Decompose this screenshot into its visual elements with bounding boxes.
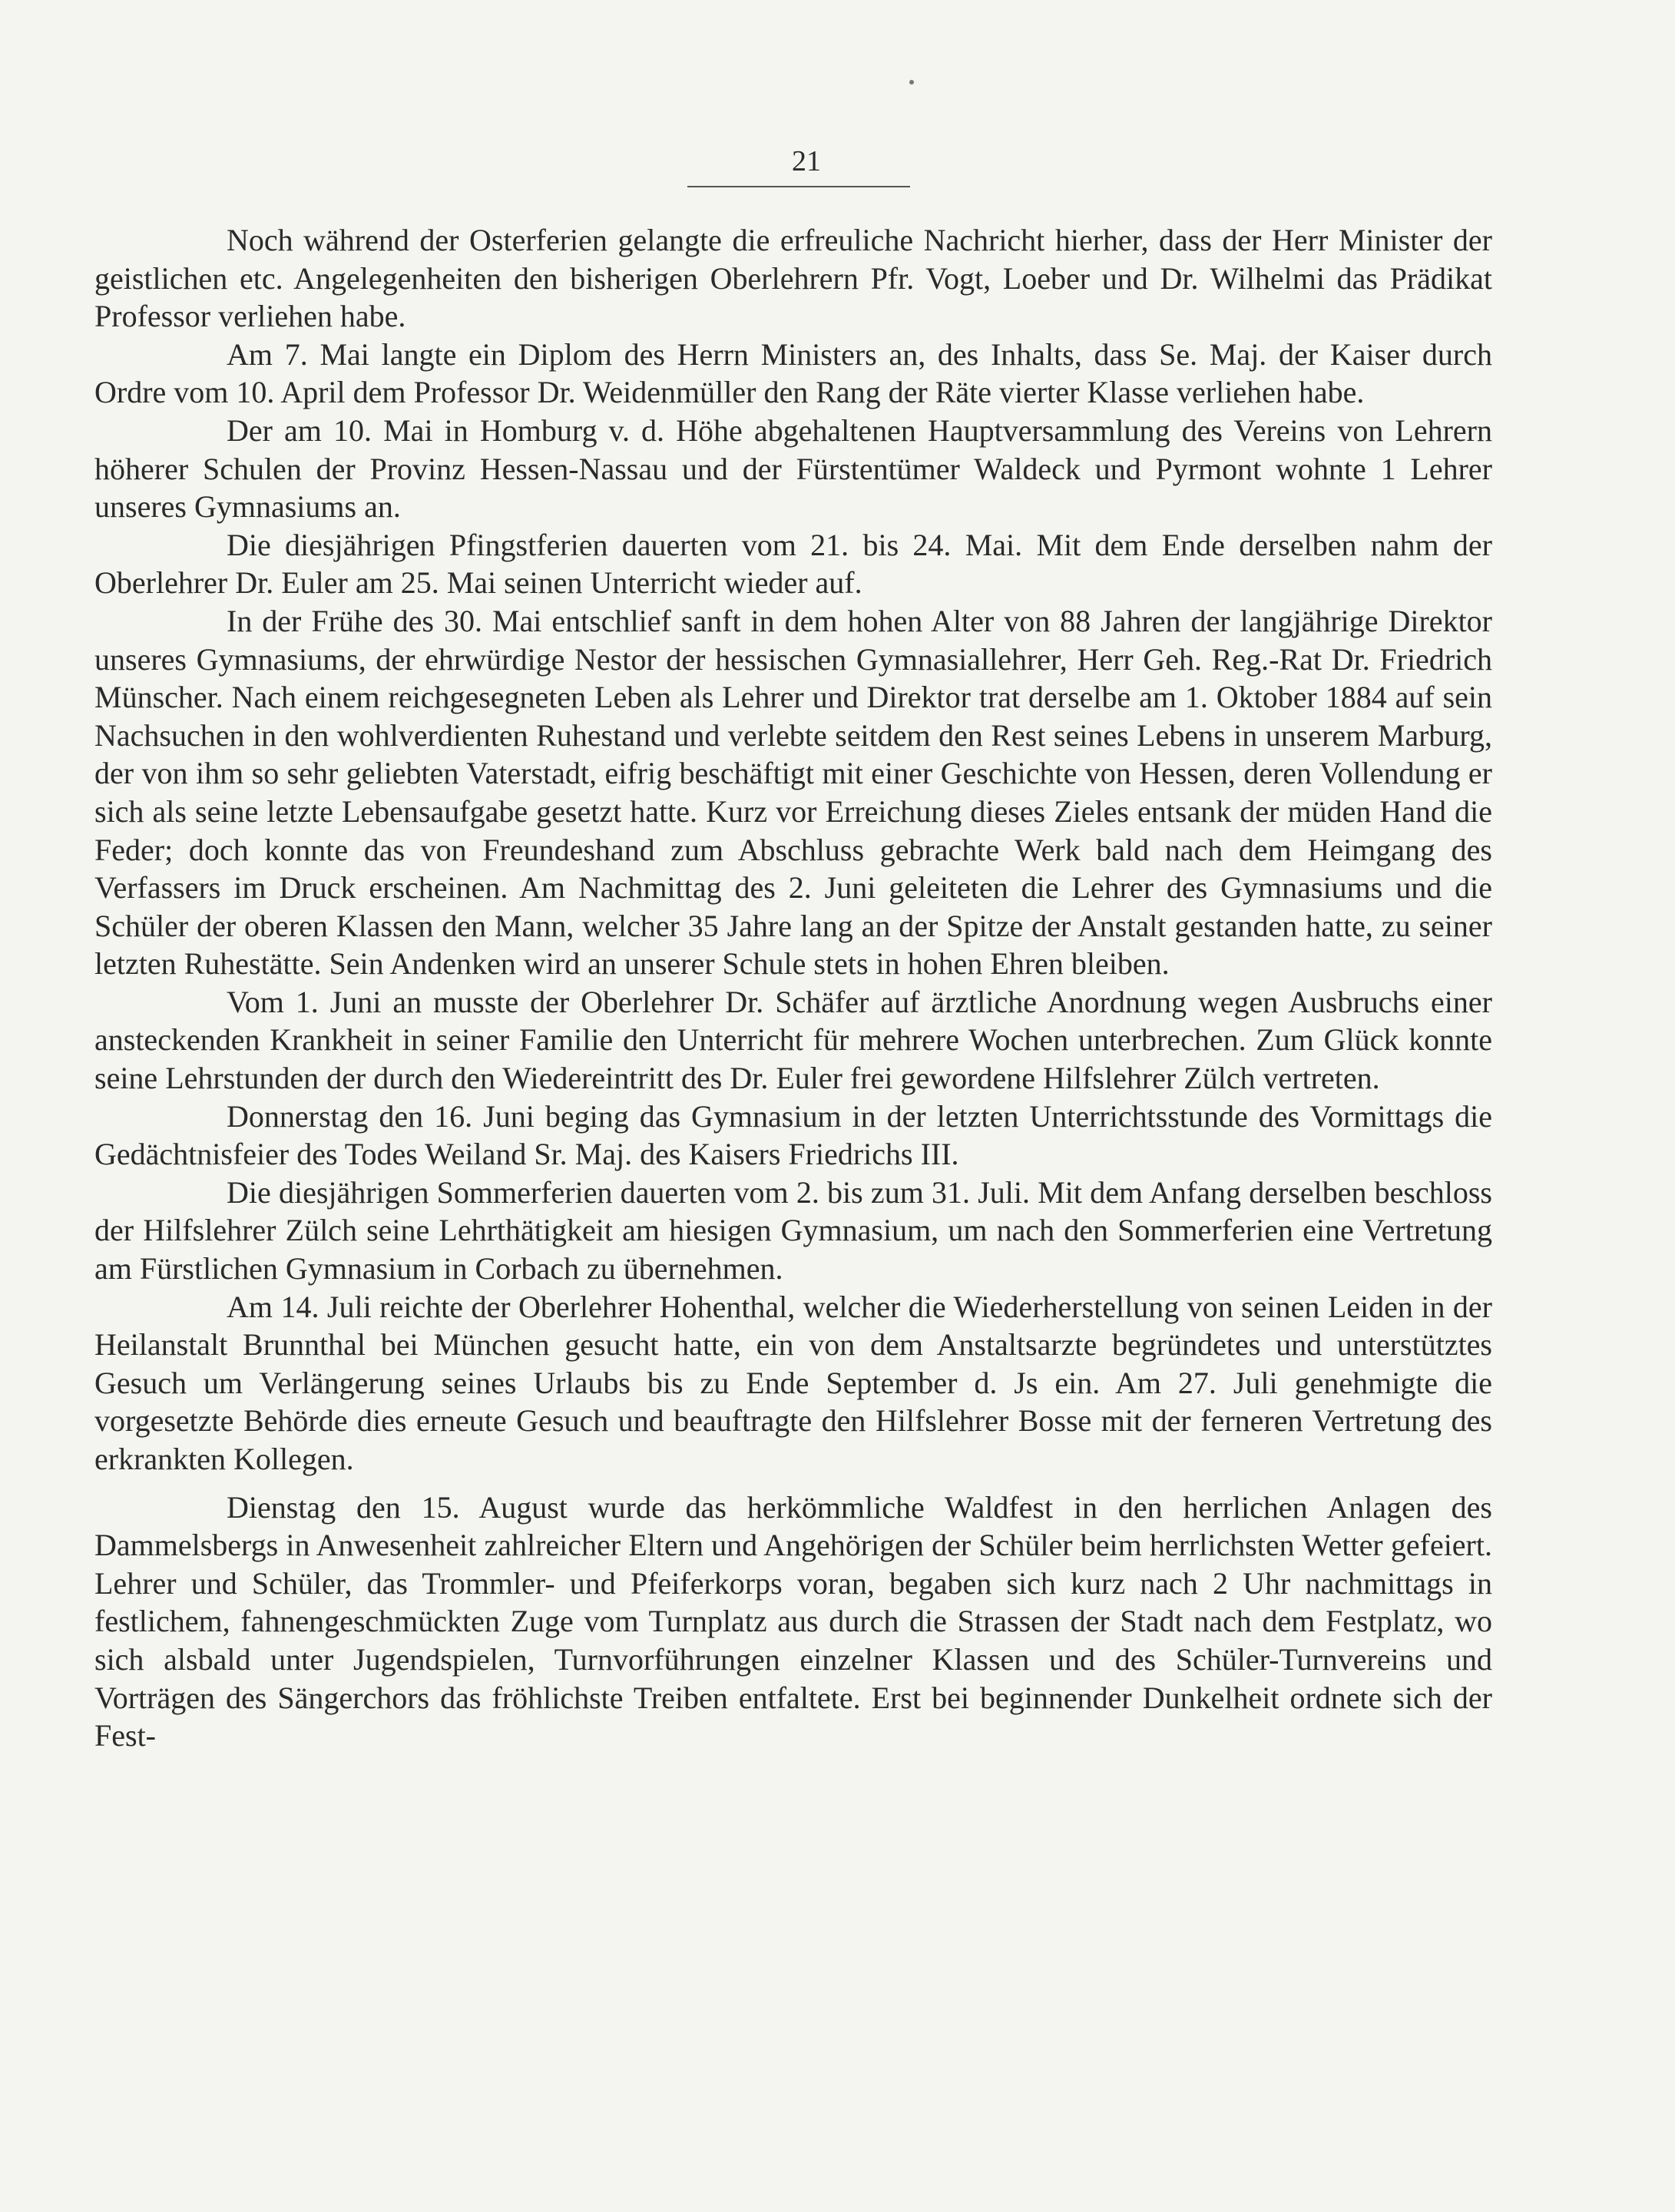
paragraph-4: Die diesjährigen Pfingstferien dauerten vom 21. bis 24. Mai. Mit dem Ende derselben nahm der Oberlehrer Dr. Euler am 25. Mai seinen Unterricht wieder auf. (94, 527, 1492, 601)
paragraph-9: Am 14. Juli reichte der Oberlehrer Hohenthal, welcher die Wiederherstellung von seinen Leiden in der Heilanstalt Brunnthal bei München gesucht hatte, ein von dem Anstaltsarzte begründetes und unterstütztes Gesuch um Verlängerung seines Urlaubs bis zu Ende September d. Js ein. Am 27. Juli genehmigte die vorgesetzte Behörde dies erneute Gesuch und beauftragte den Hilfslehrer Bosse mit der ferneren Vertretung des erkrankten Kollegen. (94, 1289, 1492, 1476)
paragraph-2: Am 7. Mai langte ein Diplom des Herrn Ministers an, des Inhalts, dass Se. Maj. der Kaiser durch Ordre vom 10. April dem Professor Dr. Weidenmüller den Rang der Räte vierter Klasse verliehen habe. (94, 336, 1492, 410)
paragraph-10: Dienstag den 15. August wurde das herkömmliche Waldfest in den herrlichen Anlagen des Dammelsbergs in Anwesenheit zahlreicher Eltern und Angehörigen der Schüler beim herrlichsten Wetter gefeiert. Lehrer und Schüler, das Trommler- und Pfeiferkorps voran, begaben sich kurz nach 2 Uhr nachmittags in festlichem, fahnengeschmückten Zuge vom Turnplatz aus durch die Strassen der Stadt nach dem Festplatz, wo sich alsbald unter Jugendspielen, Turnvorführungen einzelner Klassen und des Schüler-Turnvereins und Vorträgen des Sängerchors das fröhlichste Treiben entfaltete. Erst bei beginnender Dunkelheit ordnete sich der Fest- (94, 1489, 1492, 1753)
page-number: 21 (792, 145, 821, 177)
page-number-rule (687, 186, 910, 187)
paragraph-1: Noch während der Osterferien gelangte die erfreuliche Nachricht hierher, dass der Herr Minister der geistlichen etc. Angelegenheiten den bisherigen Oberlehrern Pfr. Vogt, Loeber und Dr. Wilhelmi das Prädikat Professor verliehen habe. (94, 223, 1492, 334)
speck-mark (909, 80, 914, 84)
paragraph-5: In der Frühe des 30. Mai entschlief sanft in dem hohen Alter von 88 Jahren der langjährige Direktor unseres Gymnasiums, der ehrwürdige Nestor der hessischen Gymnasiallehrer, Herr Geh. Reg.-Rat Dr. Friedrich Münscher. Nach einem reichgesegneten Leben als Lehrer und Direktor trat derselbe am 1. Oktober 1884 auf sein Nachsuchen in den wohlverdienten Ruhestand und verlebte seitdem den Rest seines Lebens in unserem Marburg, der von ihm so sehr geliebten Vaterstadt, eifrig beschäftigt mit einer Geschichte von Hessen, deren Vollendung er sich als seine letzte Lebensaufgabe gesetzt hatte. Kurz vor Erreichung dieses Zieles entsank der müden Hand die Feder; doch konnte das von Freundeshand zum Abschluss gebrachte Werk bald nach dem Heimgang des Verfassers im Druck erscheinen. Am Nachmittag des 2. Juni geleiteten die Lehrer des Gymnasiums und die Schüler der oberen Klassen den Mann, welcher 35 Jahre lang an der Spitze der Anstalt gestanden hatte, zu seiner letzten Ruhestätte. Sein Andenken wird an unserer Schule stets in hohen Ehren bleiben. (94, 603, 1492, 982)
body-text (94, 221, 1492, 1755)
paragraph-7: Donnerstag den 16. Juni beging das Gymnasium in der letzten Unterrichtsstunde des Vormittags die Gedächtnisfeier des Todes Weiland Sr. Maj. des Kaisers Friedrichs III. (94, 1098, 1492, 1172)
paragraph-8: Die diesjährigen Sommerferien dauerten vom 2. bis zum 31. Juli. Mit dem Anfang derselben beschloss der Hilfslehrer Zülch seine Lehrthätigkeit am hiesigen Gymnasium, um nach den Sommerferien eine Vertretung am Fürstlichen Gymnasium in Corbach zu übernehmen. (94, 1174, 1492, 1286)
paragraph-6: Vom 1. Juni an musste der Oberlehrer Dr. Schäfer auf ärztliche Anordnung wegen Ausbruchs einer ansteckenden Krankheit in seiner Familie den Unterricht für mehrere Wochen unterbrechen. Zum Glück konnte seine Lehrstunden der durch den Wiedereintritt des Dr. Euler frei gewordene Hilfslehrer Zülch vertreten. (94, 984, 1492, 1096)
paragraph-3: Der am 10. Mai in Homburg v. d. Höhe abgehaltenen Hauptversammlung des Vereins von Lehrern höherer Schulen der Provinz Hessen-Nassau und der Fürstentümer Waldeck und Pyrmont wohnte 1 Lehrer unseres Gymnasiums an. (94, 412, 1492, 525)
